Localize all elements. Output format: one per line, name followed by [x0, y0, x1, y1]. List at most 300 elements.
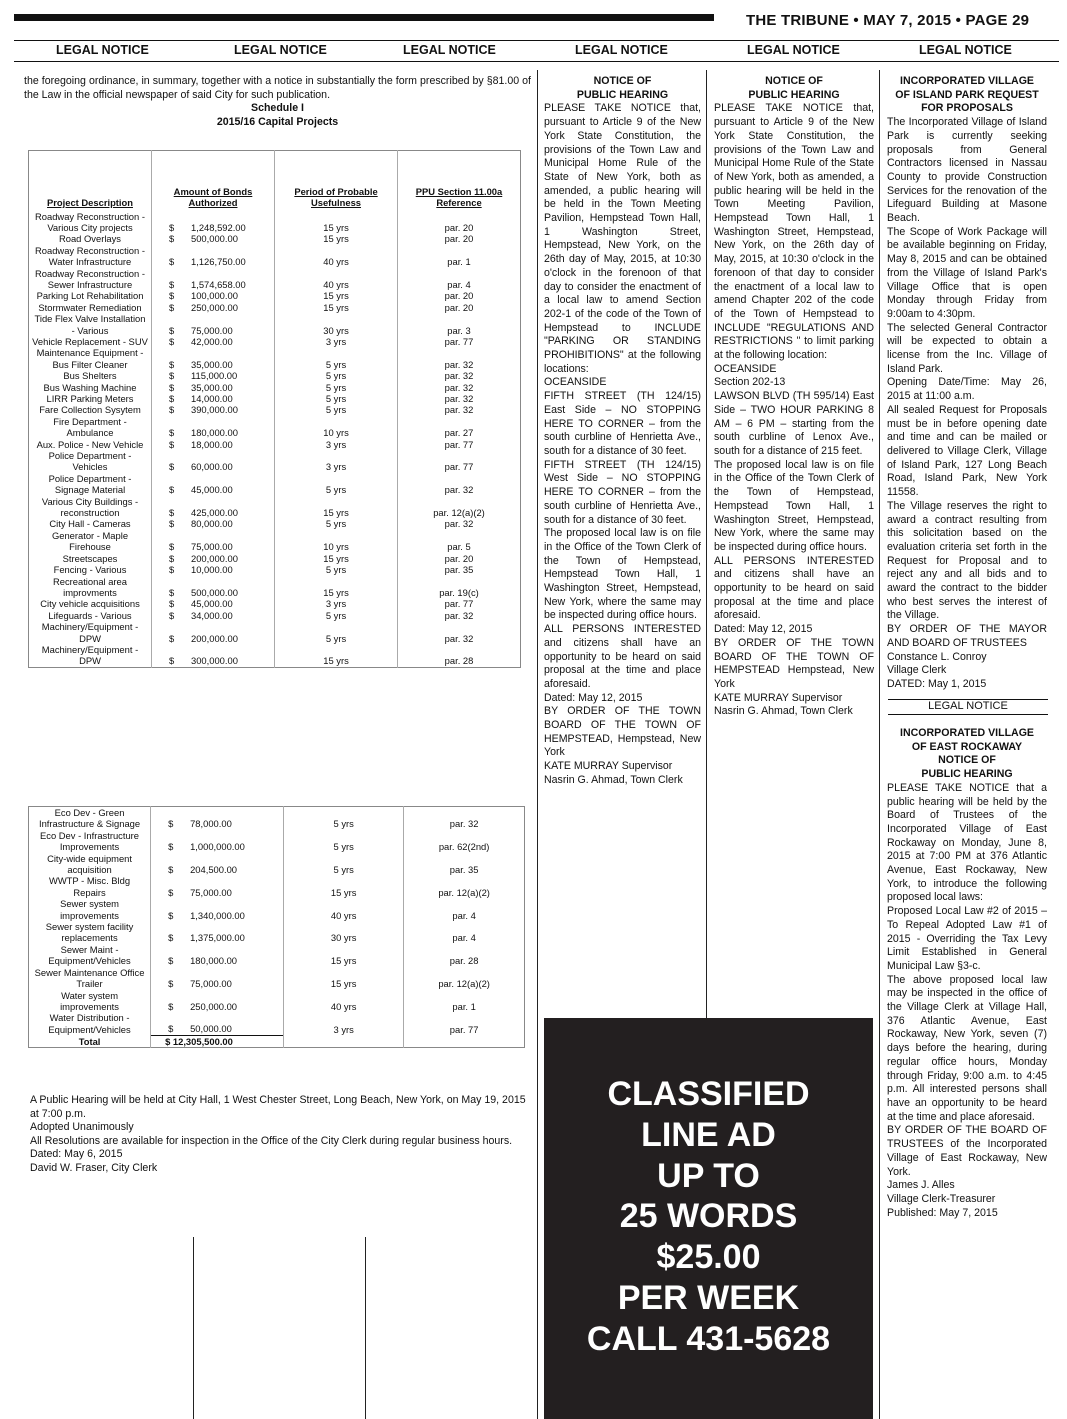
amount-value: 1,000,000.00: [190, 841, 245, 853]
bond-amount: [152, 370, 275, 381]
notice-paragraph: DATED: May 1, 2015: [887, 677, 987, 690]
classified-line: 25 WORDS: [619, 1197, 798, 1236]
bond-amount: [152, 313, 275, 336]
table-row: [29, 644, 521, 667]
notice-paragraph: The proposed local law is on file in the Office of the Town Clerk of the Town of Hempstead, Hempstead Town Hall, 1 Washington Street, Hempstead, New York, where the same may be inspected during office hours.: [544, 527, 701, 622]
notice-paragraph: Constance L. Conroy: [887, 650, 987, 663]
table-row: [29, 898, 525, 921]
table-row: [29, 268, 521, 291]
hearing-footer: [30, 1094, 530, 1175]
project-description: City Hall - Cameras: [49, 518, 131, 530]
amount-value: 1,126,750.00: [191, 256, 246, 268]
ppu-reference: par. 20: [398, 233, 521, 244]
usefulness-period: 40 yrs: [284, 990, 404, 1013]
classified-line: CLASSIFIED: [607, 1075, 810, 1113]
usefulness-period: 5 yrs: [275, 564, 398, 575]
column-divider: [537, 70, 538, 1419]
bond-amount: [152, 393, 275, 404]
table-row: [29, 518, 521, 529]
project-description: WWTP - Misc. Bldg Repairs: [48, 875, 131, 898]
project-description: Roadway Reconstruction - Sewer Infrastructure: [35, 267, 145, 290]
ppu-reference: par. 62(2nd): [404, 830, 525, 853]
notice-paragraph: Village Clerk-Treasurer: [887, 1192, 996, 1205]
classified-line: $25.00: [656, 1238, 761, 1277]
ppu-reference: par. 27: [398, 416, 521, 439]
footer-line: Dated: May 6, 2015: [30, 1148, 123, 1160]
usefulness-period: 3 yrs: [275, 439, 398, 450]
usefulness-period: 3 yrs: [275, 450, 398, 473]
dollar-sign: $: [169, 256, 175, 268]
amount-value: 75,000.00: [190, 978, 232, 990]
notice-paragraph: ALL PERSONS INTERESTED and citizens shall have an opportunity to be heard on said proposal at the time and place aforesaid.: [544, 623, 701, 690]
dollar-sign: $: [169, 278, 175, 290]
project-description: Streetscapes: [62, 552, 118, 564]
ppu-reference: par. 20: [398, 290, 521, 301]
header-ppu: PPU Section 11.00a Reference: [398, 151, 521, 211]
classified-line: PER WEEK: [617, 1278, 800, 1317]
amount-value: 425,000.00: [191, 507, 238, 519]
notice-heading: PUBLIC HEARING: [576, 88, 669, 101]
project-description: Police Department - Signage Material: [48, 472, 132, 496]
notice-paragraph: PLEASE TAKE NOTICE that a public hearing will be held by the Board of Trustees of the Incorporated Village of East Rockaway on Monday, June 8, 2015 at 7:00 PM at 376 Atlantic Avenue, East Rockaway, New York, to introduce the following proposed local laws:: [887, 781, 1047, 904]
column-label: LEGAL NOTICE: [575, 43, 668, 57]
dollar-sign: $: [169, 358, 175, 370]
empty-cell: [284, 1035, 404, 1047]
bond-amount: [152, 439, 275, 450]
bond-amount: [152, 450, 275, 473]
dollar-sign: $: [169, 541, 175, 553]
table-row: [29, 245, 521, 268]
project-description: Water system improvements: [60, 989, 119, 1012]
notice-heading: FOR PROPOSALS: [921, 102, 1013, 115]
amount-value: 250,000.00: [191, 301, 238, 313]
amount-value: 75,000.00: [191, 541, 233, 553]
usefulness-period: 30 yrs: [284, 921, 404, 944]
project-description: Fire Department - Ambulance: [53, 415, 127, 439]
table-row: [29, 290, 521, 301]
dollar-sign: $: [168, 1000, 174, 1012]
amount-value: 14,000.00: [191, 393, 233, 404]
usefulness-period: 15 yrs: [275, 644, 398, 667]
project-description: Parking Lot Rehabilitation: [36, 290, 144, 302]
amount-value: 115,000.00: [191, 370, 238, 382]
usefulness-period: 5 yrs: [284, 807, 404, 830]
dollar-sign: $: [168, 1023, 174, 1035]
project-description: Recreational area improvments: [52, 575, 127, 598]
ppu-reference: par. 32: [398, 621, 521, 644]
usefulness-period: 30 yrs: [275, 313, 398, 336]
project-description: Machinery/Equipment - DPW: [41, 643, 139, 667]
ppu-reference: par. 35: [404, 853, 525, 876]
notice-heading: OF EAST ROCKAWAY: [911, 740, 1023, 753]
usefulness-period: 5 yrs: [275, 382, 398, 393]
footer-line: David W. Fraser, City Clerk: [30, 1161, 158, 1174]
amount-value: 42,000.00: [191, 335, 233, 347]
total-label: Total: [78, 1035, 101, 1047]
project-description: Police Department - Vehicles: [48, 450, 132, 473]
ppu-reference: par. 20: [398, 302, 521, 313]
notice-heading: NOTICE OF: [765, 75, 823, 87]
notice-paragraph: ALL PERSONS INTERESTED and citizens shall have an opportunity to be heard on said proposal at the time and place aforesaid.: [714, 554, 874, 622]
project-description: Sewer Maintenance Office Trailer: [34, 966, 145, 990]
ppu-reference: par. 20: [398, 211, 521, 234]
usefulness-period: 15 yrs: [284, 967, 404, 990]
dollar-sign: $: [169, 381, 175, 393]
bond-amount: [152, 621, 275, 644]
amount-value: 34,000.00: [191, 609, 233, 621]
amount-value: 100,000.00: [191, 290, 238, 302]
table-row: [29, 807, 525, 830]
notice-paragraph: The Incorporated Village of Island Park is currently seeking proposals from General Contractors licensed in Nassau County to provide Construction Services for the renovation of the Lifeguard Building at Masone Beach.: [887, 116, 1047, 225]
project-description: Various City Buildings - reconstruction: [41, 495, 139, 519]
project-description: Eco Dev - Green Infrastructure & Signage: [38, 807, 141, 830]
amount-value: 300,000.00: [191, 655, 238, 667]
east-rockaway-hearing: [887, 727, 1047, 1220]
ppu-reference: par. 35: [398, 564, 521, 575]
usefulness-period: 15 yrs: [275, 290, 398, 301]
dollar-sign: $: [169, 301, 175, 313]
amount-value: 1,248,592.00: [191, 221, 246, 233]
project-description: Roadway Reconstruction - Water Infrastructure: [35, 244, 145, 268]
project-description: Eco Dev - Infrastructure Improvements: [40, 829, 140, 853]
ppu-reference: par. 32: [398, 370, 521, 381]
ppu-reference: par. 1: [398, 245, 521, 268]
column-label: LEGAL NOTICE: [56, 43, 149, 57]
usefulness-period: 40 yrs: [275, 268, 398, 291]
island-park-rfp: [887, 75, 1047, 692]
amount-value: 1,574,658.00: [191, 278, 246, 290]
amount-value: 45,000.00: [191, 484, 233, 496]
amount-value: 75,000.00: [191, 324, 233, 336]
ppu-reference: par. 28: [404, 944, 525, 967]
column-label: LEGAL NOTICE: [403, 43, 496, 57]
dollar-sign: $: [168, 955, 174, 967]
legal-notice-label: LEGAL NOTICE: [928, 700, 1008, 712]
notice-heading: PUBLIC HEARING: [921, 768, 1013, 781]
table-row: [29, 610, 521, 621]
classified-line: LINE AD: [641, 1115, 776, 1154]
usefulness-period: 15 yrs: [284, 944, 404, 967]
bond-amount: [152, 496, 275, 519]
notice-paragraph: BY ORDER OF THE TOWN BOARD OF THE TOWN OF HEMPSTEAD Hempstead, New York: [714, 636, 874, 690]
project-description: Sewer Maint - Equipment/Vehicles: [48, 943, 131, 967]
amount-value: 1,340,000.00: [190, 909, 245, 921]
usefulness-period: 5 yrs: [275, 404, 398, 415]
dollar-sign: $: [169, 233, 175, 245]
ppu-reference: par. 32: [404, 807, 525, 830]
ppu-reference: par. 5: [398, 530, 521, 553]
dollar-sign: $: [169, 586, 175, 598]
bond-amount: [152, 610, 275, 621]
usefulness-period: 10 yrs: [275, 530, 398, 553]
column-label: LEGAL NOTICE: [919, 43, 1012, 57]
project-description: Water Distribution - Equipment/Vehicles: [48, 1012, 131, 1035]
amount-value: 500,000.00: [191, 586, 238, 598]
usefulness-period: 15 yrs: [275, 553, 398, 564]
notice-paragraph: Section 202-13: [714, 376, 786, 389]
header-project-description: Project Description: [47, 197, 133, 209]
project-description: Lifeguards - Various: [48, 609, 132, 621]
usefulness-period: 5 yrs: [275, 370, 398, 381]
ppu-reference: par. 32: [398, 610, 521, 621]
ppu-reference: par. 77: [398, 598, 521, 609]
table-row: [29, 830, 525, 853]
amount-value: 50,000.00: [190, 1023, 232, 1035]
ppu-reference: par. 32: [398, 347, 521, 370]
dollar-sign: $: [169, 609, 175, 621]
amount-value: 200,000.00: [191, 552, 238, 564]
bond-amount: [152, 530, 275, 553]
ppu-reference: par. 32: [398, 393, 521, 404]
ppu-reference: par. 77: [398, 439, 521, 450]
dollar-sign: $: [168, 864, 174, 876]
bond-amount: [152, 416, 275, 439]
usefulness-period: 15 yrs: [275, 211, 398, 234]
column-divider: [365, 1237, 366, 1419]
notice-heading: PUBLIC HEARING: [748, 88, 840, 101]
ppu-reference: par. 4: [398, 268, 521, 291]
ppu-reference: par. 77: [398, 450, 521, 473]
empty-cell: [404, 1035, 525, 1047]
total-row: [29, 1035, 525, 1047]
dollar-sign: $: [169, 221, 175, 233]
notice-paragraph: Dated: May 12, 2015: [714, 623, 813, 636]
table-row: [29, 564, 521, 575]
capital-projects-table: [28, 150, 521, 668]
dollar-sign: $: [169, 507, 175, 519]
bond-amount: [152, 233, 275, 244]
table-row: [29, 416, 521, 439]
ppu-reference: par. 20: [398, 553, 521, 564]
table-row: [29, 313, 521, 336]
notice-public-hearing-2: [714, 75, 874, 719]
dollar-sign: $: [169, 370, 175, 382]
notice-paragraph: James J. Alles: [887, 1179, 955, 1192]
bond-amount: [151, 990, 284, 1013]
dollar-sign: $: [168, 932, 174, 944]
notice-paragraph: Village Clerk: [887, 664, 947, 677]
dollar-sign: $: [169, 655, 175, 667]
classified-line: UP TO: [657, 1156, 760, 1195]
bond-amount: [152, 290, 275, 301]
usefulness-period: 5 yrs: [275, 473, 398, 496]
footer-line: A Public Hearing will be held at City Hall, 1 West Chester Street, Long Beach, New York, on May 19, 2015 at 7:00 p.m.: [30, 1094, 526, 1120]
masthead: THE TRIBUNE • MAY 7, 2015 • PAGE 29: [746, 12, 1030, 29]
dollar-sign: $: [169, 427, 175, 439]
project-description: City-wide equipment acquisition: [47, 852, 132, 876]
usefulness-period: 10 yrs: [275, 416, 398, 439]
table-row: [29, 211, 521, 234]
project-description: Bus Washing Machine: [43, 381, 137, 393]
table-row: [29, 496, 521, 519]
amount-value: 18,000.00: [191, 438, 233, 450]
bond-amount: [152, 473, 275, 496]
project-description: Bus Shelters: [63, 370, 117, 382]
table-row: [29, 553, 521, 564]
amount-value: 10,000.00: [191, 564, 233, 576]
project-description: Generator - Maple Firehouse: [51, 529, 129, 553]
bond-amount: [152, 211, 275, 234]
ppu-reference: par. 4: [404, 921, 525, 944]
amount-value: 78,000.00: [190, 818, 232, 830]
usefulness-period: 5 yrs: [275, 621, 398, 644]
notice-heading: NOTICE OF: [938, 754, 996, 767]
bond-amount: [152, 576, 275, 599]
usefulness-period: 15 yrs: [284, 875, 404, 898]
table-row: [29, 393, 521, 404]
table-row: [29, 382, 521, 393]
dollar-sign: $: [169, 335, 175, 347]
bond-amount: [152, 268, 275, 291]
amount-value: 500,000.00: [191, 233, 238, 245]
notice-paragraph: BY ORDER OF THE BOARD OF TRUSTEES of the Incorporated Village of East Rockaway, New York.: [887, 1124, 1047, 1178]
dollar-sign: $: [168, 909, 174, 921]
table-row: [29, 990, 525, 1013]
ppu-reference: par. 77: [398, 336, 521, 347]
project-description: Machinery/Equipment - DPW: [41, 621, 139, 644]
schedule-heading: [24, 101, 531, 129]
project-description: LIRR Parking Meters: [46, 393, 134, 404]
notice-paragraph: FIFTH STREET (TH 124/15) East Side – NO STOPPING HERE TO CORNER – from the south curbline of Henrietta Ave., south for a distance of 30 feet.: [544, 390, 701, 457]
table-row: [29, 473, 521, 496]
amount-value: 200,000.00: [191, 632, 238, 644]
amount-value: 250,000.00: [190, 1000, 237, 1012]
notice-paragraph: The selected General Contractor will be expected to obtain a license from the Inc. Village of Island Park.: [887, 321, 1047, 375]
usefulness-period: 5 yrs: [284, 853, 404, 876]
usefulness-period: 5 yrs: [275, 518, 398, 529]
dollar-sign: $: [169, 518, 175, 530]
project-description: Vehicle Replacement - SUV: [32, 335, 148, 347]
bond-amount: [151, 898, 284, 921]
classified-ad-box: [544, 1018, 873, 1419]
amount-value: 80,000.00: [191, 518, 233, 530]
usefulness-period: 15 yrs: [275, 302, 398, 313]
bond-amount: [151, 807, 284, 830]
bond-amount: [152, 302, 275, 313]
ppu-reference: par. 32: [398, 473, 521, 496]
bond-amount: [151, 875, 284, 898]
notice-paragraph: Proposed Local Law #2 of 2015 – To Repeal Adopted Law #1 of 2015 - Overriding the Tax Levy Limit Established in General Municipal Law §3-c.: [887, 905, 1047, 972]
column-divider: [706, 70, 707, 1018]
notice-paragraph: LAWSON BLVD (TH 595/14) East Side – TWO HOUR PARKING 8 AM – 6 PM – starting from the south curbline of Lenox Ave., south for a distance of 215 feet.: [714, 390, 874, 457]
dollar-sign: $: [168, 841, 174, 853]
project-description: Roadway Reconstruction - Various City projects: [35, 210, 145, 233]
project-description: Fencing - Various: [53, 564, 127, 576]
usefulness-period: 5 yrs: [275, 610, 398, 621]
schedule-subtitle: 2015/16 Capital Projects: [216, 116, 339, 128]
bond-amount: [151, 921, 284, 944]
footer-line: Adopted Unanimously: [30, 1121, 134, 1133]
notice-paragraph: OCEANSIDE: [714, 362, 777, 375]
amount-value: 180,000.00: [190, 955, 237, 967]
usefulness-period: 3 yrs: [275, 336, 398, 347]
amount-value: 35,000.00: [191, 358, 233, 370]
notice-paragraph: Dated: May 12, 2015: [544, 691, 643, 704]
bond-amount: [151, 1012, 284, 1035]
notice-paragraph: Published: May 7, 2015: [887, 1206, 998, 1219]
amount-value: 180,000.00: [191, 427, 238, 439]
dollar-sign: $: [169, 461, 175, 473]
notice-heading: NOTICE OF: [593, 75, 652, 87]
column-divider: [879, 70, 880, 1419]
project-description: Stormwater Remediation: [38, 301, 142, 313]
bond-amount: [151, 967, 284, 990]
dollar-sign: $: [169, 564, 175, 576]
notice-heading: OF ISLAND PARK REQUEST: [895, 88, 1039, 101]
notice-paragraph: Opening Date/Time: May 26, 2015 at 11:00 a.m.: [887, 376, 1047, 403]
table-row: [29, 875, 525, 898]
usefulness-period: 40 yrs: [284, 898, 404, 921]
project-description: Maintenance Equipment - Bus Filter Cleaner: [36, 347, 144, 370]
ppu-reference: par. 77: [404, 1012, 525, 1035]
notice-paragraph: The above proposed local law may be inspected in the office of the Village Clerk at Village Hall, 376 Atlantic Avenue, East Rockaway, New York, seven (7) days before the hearing, during regular office hours, Monday through Friday, 9:00 a.m. to 4:45 p.m. All interested persons shall have an opportunity to be heard at the time and place aforesaid.: [887, 973, 1047, 1123]
ordinance-intro: the foregoing ordinance, in summary, together with a notice in substantially the form prescribed by §81.00 of the Law in the official newspaper of said City for such publication.: [24, 75, 531, 101]
table-row: [29, 347, 521, 370]
notice-paragraph: The Village reserves the right to award a contract resulting from this solicitation based on the evaluation criteria set forth in the Request for Proposal and to reject any and all bids and to award the contract to the bidder who best serves the interest of the Village.: [887, 499, 1047, 622]
dollar-sign: $: [168, 978, 174, 990]
dollar-sign: $: [169, 598, 175, 610]
bond-amount: [152, 336, 275, 347]
notice-paragraph: PLEASE TAKE NOTICE that, pursuant to Article 9 of the New York State Constitution, the provisions of the Town Law and Municipal Home Rule of the State of New York, both as amended, a public hearing will be held in the Town Meeting Pavilion, Hempstead Town Hall, 1 Washington Street, Hempstead, New York, on the 26th day of May, 2015, at 10:30 o'clock in the forenoon of that day to consider the enactment of a local law to amend Section 202-1 of the code of the Town of Hempstead to INCLUDE "PARKING OR STANDING PROHIBITIONS" at the following locations:: [544, 102, 701, 375]
header-amount: Amount of Bonds Authorized: [152, 151, 275, 211]
notice-public-hearing-1: [544, 75, 701, 788]
notice-paragraph: KATE MURRAY Supervisor: [544, 760, 673, 773]
ppu-reference: par. 12(a)(2): [398, 496, 521, 519]
ppu-reference: par. 32: [398, 518, 521, 529]
amount-value: 35,000.00: [191, 381, 233, 393]
project-description: Fare Collection Sysytem: [39, 404, 141, 416]
amount-value: 204,500.00: [190, 864, 237, 876]
table-row: [29, 598, 521, 609]
usefulness-period: 5 yrs: [275, 347, 398, 370]
notice-paragraph: The proposed local law is on file in the Office of the Town Clerk of the Town of Hempstead, Hempstead Town Hall, 1 Washington Street, Hempstead, New York, where the same may be inspected during office hours.: [714, 458, 874, 553]
capital-projects-table-continued: [28, 806, 525, 1048]
table-row: [29, 621, 521, 644]
table-row: [29, 576, 521, 599]
bottom-rule: [14, 61, 1059, 62]
usefulness-period: 3 yrs: [284, 1012, 404, 1035]
table-row: [29, 944, 525, 967]
usefulness-period: 5 yrs: [284, 830, 404, 853]
total-value: $ 12,305,500.00: [151, 1035, 284, 1047]
table-row: [29, 853, 525, 876]
notice-paragraph: PLEASE TAKE NOTICE that, pursuant to Article 9 of the New York State Constitution, the provisions of the Town Law and Municipal Home Rule of the State of New York, both as amended, a public hearing will be held in the Town Meeting Pavilion, Hempstead Town Hall, 1 Washington Street, Hempstead, New York, on the 26th day of May, 2015, at 10:30 o'clock in the forenoon of that day to consider the enactment of a local law to amend Chapter 202 of the code of the Town of Hempstead to INCLUDE "REGULATIONS AND RESTRICTIONS " to limit parking at the following location:: [714, 102, 874, 362]
ppu-reference: par. 12(a)(2): [404, 875, 525, 898]
notice-paragraph: All sealed Request for Proposals must be in before opening date and time and can be mailed or delivered to Village Clerk, Village of Island Park, 127 Long Beach Road, Island Park, New York 11558.: [887, 403, 1047, 499]
notice-paragraph: FIFTH STREET (TH 124/15) West Side – NO STOPPING HERE TO CORNER – from the south curbline of Henrietta Ave., south for a distance of 30 feet.: [544, 458, 701, 526]
project-description: Sewer system improvements: [60, 898, 119, 921]
table-row: [29, 530, 521, 553]
dollar-sign: $: [168, 886, 174, 898]
ppu-reference: par. 12(a)(2): [404, 967, 525, 990]
dollar-sign: $: [169, 552, 175, 564]
header-rule-bar: [14, 14, 714, 21]
column-label: LEGAL NOTICE: [234, 43, 327, 57]
project-description: Aux. Police - New Vehicle: [36, 438, 144, 450]
table-row: [29, 450, 521, 473]
usefulness-period: 15 yrs: [275, 496, 398, 519]
bond-amount: [152, 598, 275, 609]
bond-amount: [152, 644, 275, 667]
dollar-sign: $: [169, 438, 175, 450]
dollar-sign: $: [169, 632, 175, 644]
column-divider: [193, 1237, 194, 1419]
section-rule: [888, 714, 1048, 715]
notice-paragraph: Nasrin G. Ahmad, Town Clerk: [714, 705, 853, 718]
ppu-reference: par. 32: [398, 382, 521, 393]
table-row: [29, 336, 521, 347]
bond-amount: [152, 347, 275, 370]
